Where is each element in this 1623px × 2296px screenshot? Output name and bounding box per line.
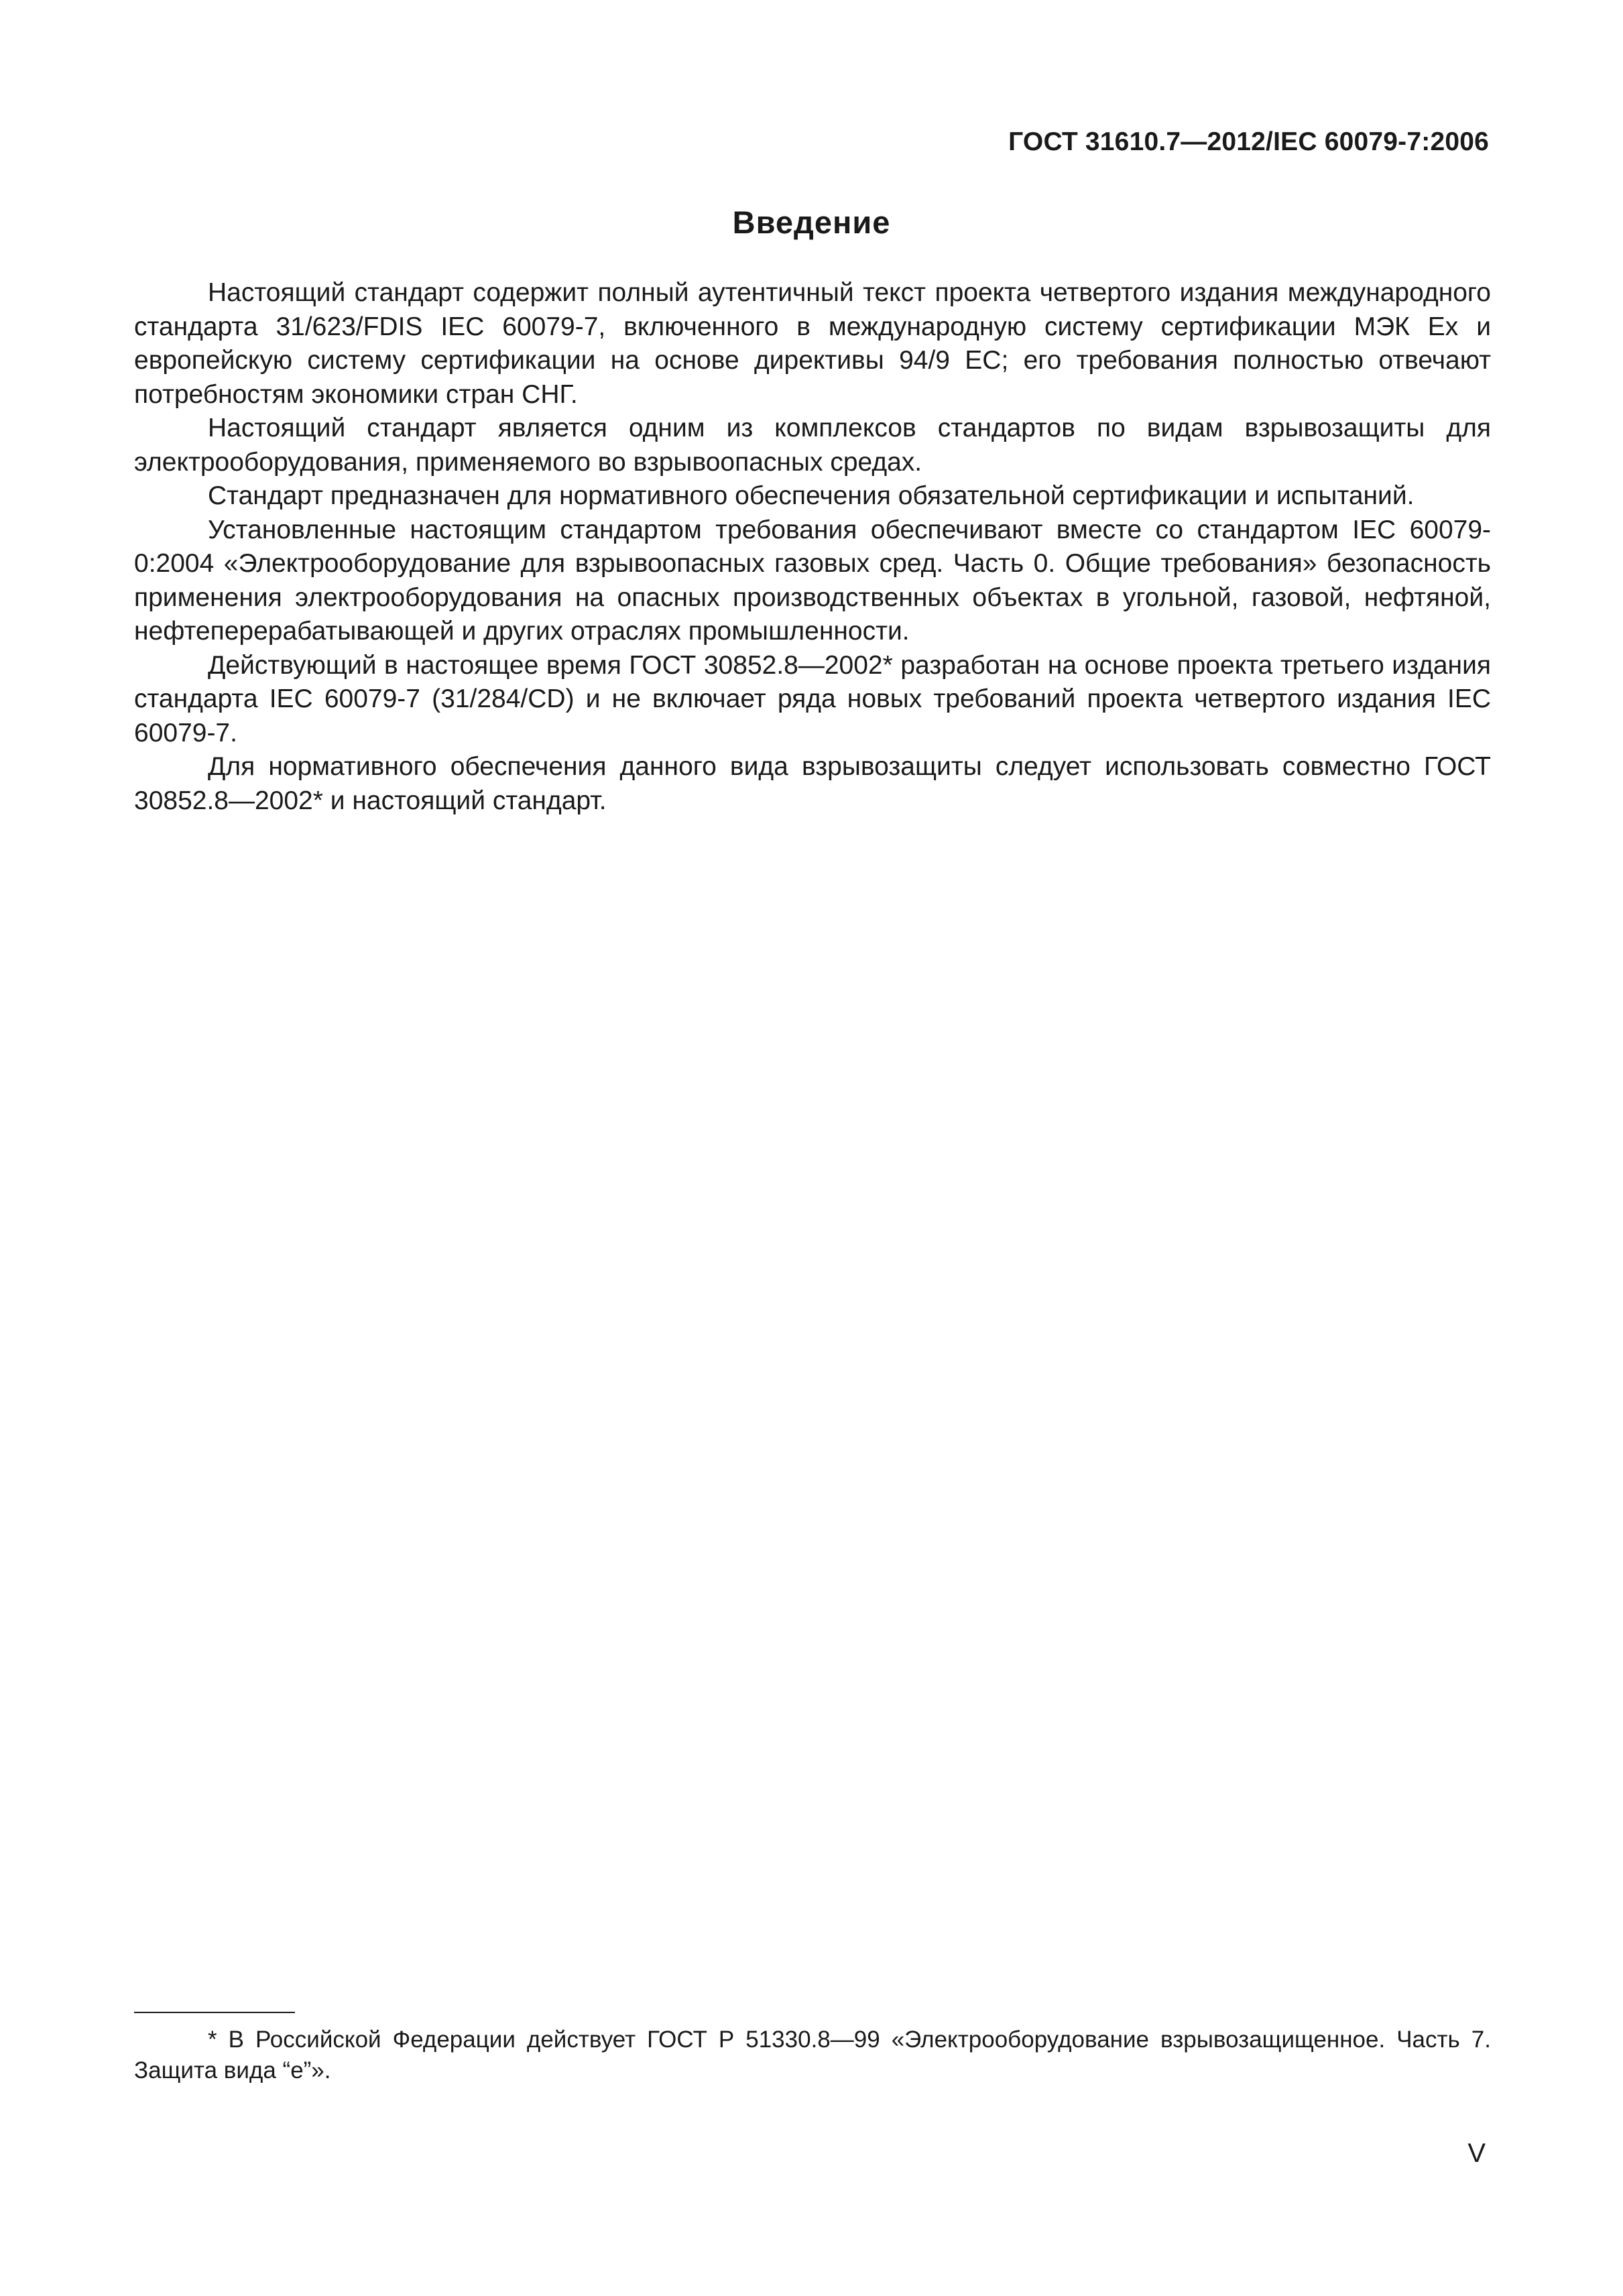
paragraph-3: Стандарт предназначен для нормативного обеспечения обязательной сертификации и испытаний. (208, 481, 1415, 510)
paragraph-5: Действующий в настоящее время ГОСТ 30852.8—2002* разработан на основе проекта третьего издания стандарта IEC 60079-7 (31/284/CD) и не включает ряда новых требований проекта четвертого издания IEC 60079-7. (134, 650, 1491, 747)
paragraph-6: Для нормативного обеспечения данного вида взрывозащиты следует использовать совместно ГОСТ 30852.8—2002* и настоящий стандарт. (134, 752, 1491, 815)
section-title: Введение (732, 204, 891, 240)
page-number: V (1467, 2138, 1486, 2168)
paragraph-4: Установленные настоящим стандартом требования обеспечивают вместе со стандартом IEC 60079-0:2004 «Электрооборудование для взрывоопасных газовых сред. Часть 0. Общие требования» безопасность применения электрооборудования на опасных производственных объектах в угольной, газовой, нефтяной, нефтеперерабатывающей и других отраслях промышленности. (134, 515, 1491, 646)
document-code-header: ГОСТ 31610.7—2012/IEC 60079-7:2006 (1008, 127, 1489, 156)
footnote: * В Российской Федерации действует ГОСТ Р 51330.8—99 «Электрооборудование взрывозащищенное. Часть 7. Защита вида “e”». (134, 2027, 1491, 2083)
paragraph-2: Настоящий стандарт является одним из комплексов стандартов по видам взрывозащиты для электрооборудования, применяемого во взрывоопасных средах. (134, 414, 1491, 477)
body-text (134, 276, 1491, 818)
paragraph-1: Настоящий стандарт содержит полный аутентичный текст проекта четвертого издания международного стандарта 31/623/FDIS IEC 60079-7, включенного в международную систему сертификации МЭК Ex и европейскую систему сертификации на основе директивы 94/9 ЕС; его требования полностью отвечают потребностям экономики стран СНГ. (134, 278, 1491, 409)
footnote-divider (134, 2012, 295, 2013)
